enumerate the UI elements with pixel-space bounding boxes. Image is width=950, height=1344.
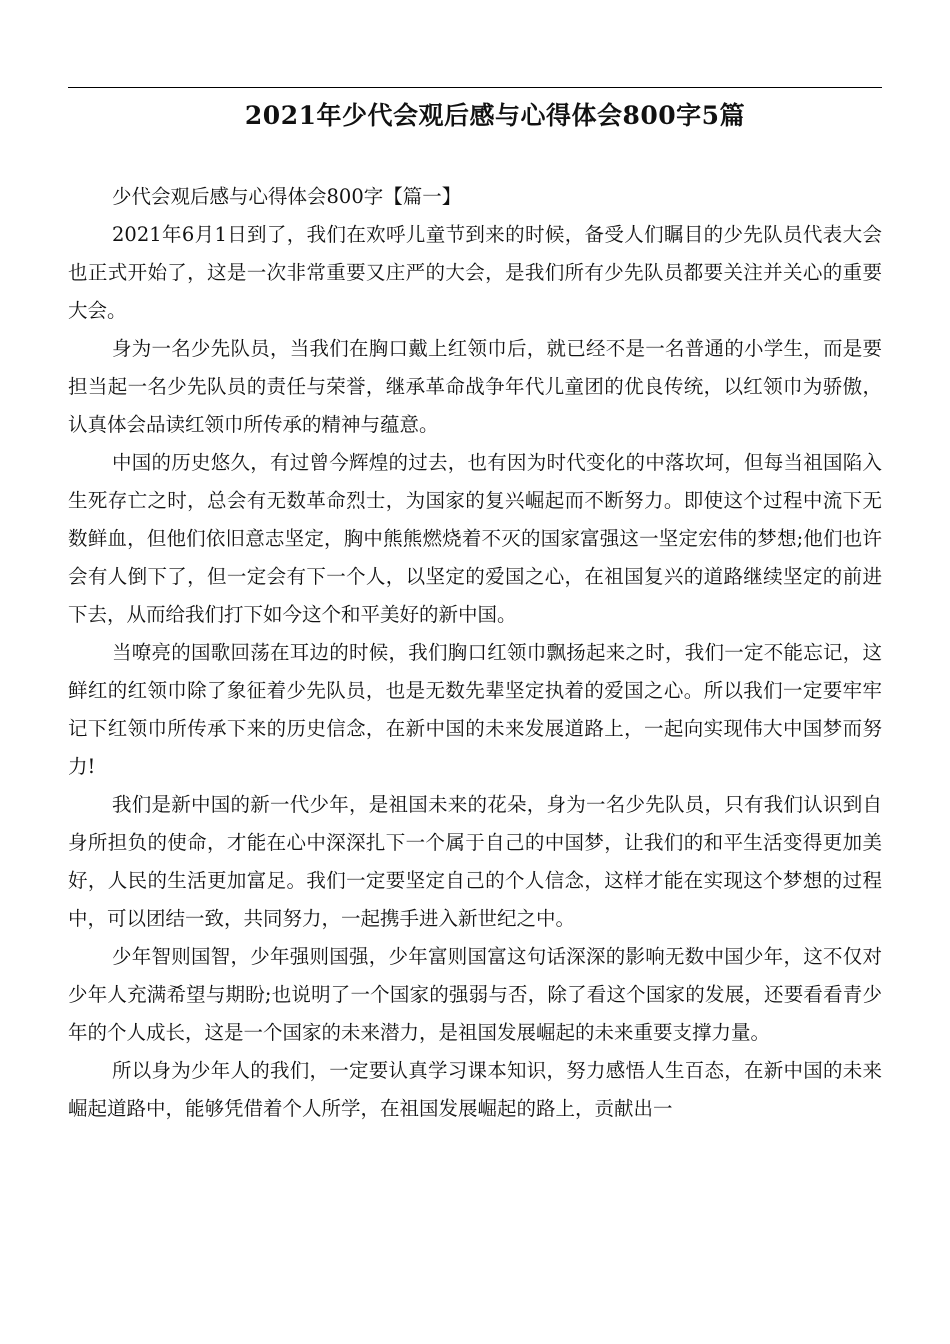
paragraph: 中国的历史悠久，有过曾今辉煌的过去，也有因为时代变化的中落坎坷，但每当祖国陷入生死存亡之时，总会有无数革命烈士，为国家的复兴崛起而不断努力。即使这个过程中流下无数鲜血，但他们依旧意志坚定，胸中熊熊燃烧着不灭的国家富强这一坚定宏伟的梦想;他们也许会有人倒下了，但一定会有下一个人，以坚定的爱国之心，在祖国复兴的道路继续坚定的前进下去，从而给我们打下如今这个和平美好的新中国。	[68, 451, 882, 626]
paragraph: 2021年6月1日到了，我们在欢呼儿童节到来的时候，备受人们瞩目的少先队员代表大会也正式开始了，这是一次非常重要又庄严的大会，是我们所有少先队员都要关注并关心的重要大会。	[68, 223, 882, 322]
document-title: 2021年少代会观后感与心得体会800字5篇	[244, 101, 746, 130]
paragraph: 身为一名少先队员，当我们在胸口戴上红领巾后，就已经不是一名普通的小学生，而是要担当起一名少先队员的责任与荣誉，继承革命战争年代儿童团的优良传统，以红领巾为骄傲，认真体会品读红领巾所传承的精神与蕴意。	[68, 337, 882, 436]
section-heading: 少代会观后感与心得体会800字【篇一】	[112, 185, 462, 208]
paragraph: 少年智则国智，少年强则国强，少年富则国富这句话深深的影响无数中国少年，这不仅对少年人充满希望与期盼;也说明了一个国家的强弱与否，除了看这个国家的发展，还要看看青少年的个人成长，这是一个国家的未来潜力，是祖国发展崛起的未来重要支撑力量。	[68, 945, 882, 1044]
header-divider	[68, 87, 882, 88]
paragraph: 当嘹亮的国歌回荡在耳边的时候，我们胸口红领巾飘扬起来之时，我们一定不能忘记，这鲜红的红领巾除了象征着少先队员，也是无数先辈坚定执着的爱国之心。所以我们一定要牢牢记下红领巾所传承下来的历史信念，在新中国的未来发展道路上，一起向实现伟大中国梦而努力!	[68, 641, 882, 778]
paragraph: 我们是新中国的新一代少年，是祖国未来的花朵，身为一名少先队员，只有我们认识到自身所担负的使命，才能在心中深深扎下一个属于自己的中国梦，让我们的和平生活变得更加美好，人民的生活更加富足。我们一定要坚定自己的个人信念，这样才能在实现这个梦想的过程中，可以团结一致，共同努力，一起携手进入新世纪之中。	[68, 793, 882, 930]
paragraph: 所以身为少年人的我们，一定要认真学习课本知识，努力感悟人生百态，在新中国的未来崛起道路中，能够凭借着个人所学，在祖国发展崛起的路上，贡献出一	[68, 1059, 882, 1120]
document-body	[68, 178, 882, 1128]
